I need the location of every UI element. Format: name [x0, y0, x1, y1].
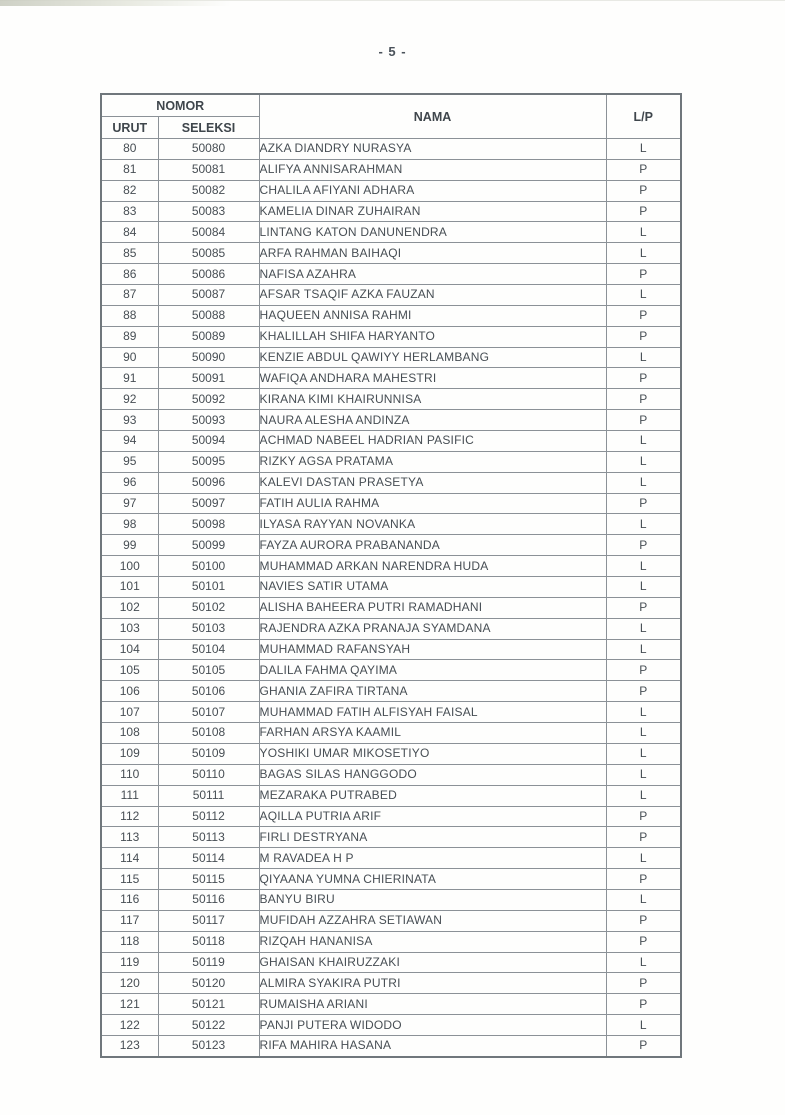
cell-seleksi-number: 50098 [158, 514, 259, 535]
cell-seleksi-number: 50091 [158, 368, 259, 389]
table-row [101, 368, 681, 389]
table-row [101, 660, 681, 681]
cell-seleksi-number: 50088 [158, 305, 259, 326]
cell-seleksi-number: 50111 [158, 785, 259, 806]
table-row [101, 451, 681, 472]
cell-gender: L [606, 472, 681, 493]
cell-seleksi-number: 50094 [158, 431, 259, 452]
table-row [101, 201, 681, 222]
cell-gender: P [606, 973, 681, 994]
table-row [101, 702, 681, 723]
table-row [101, 347, 681, 368]
cell-seleksi-number: 50122 [158, 1015, 259, 1036]
cell-name: NAVIES SATIR UTAMA [259, 577, 606, 598]
cell-urut-number: 108 [101, 723, 158, 744]
cell-urut-number: 113 [101, 827, 158, 848]
cell-name: FARHAN ARSYA KAAMIL [259, 723, 606, 744]
cell-name: PANJI PUTERA WIDODO [259, 1015, 606, 1036]
cell-urut-number: 97 [101, 493, 158, 514]
cell-seleksi-number: 50113 [158, 827, 259, 848]
cell-gender: P [606, 931, 681, 952]
header-row-top [101, 94, 681, 117]
table-row [101, 514, 681, 535]
cell-gender: L [606, 577, 681, 598]
cell-seleksi-number: 50095 [158, 451, 259, 472]
cell-gender: L [606, 723, 681, 744]
cell-gender: P [606, 305, 681, 326]
cell-urut-number: 119 [101, 952, 158, 973]
cell-urut-number: 92 [101, 389, 158, 410]
cell-urut-number: 85 [101, 243, 158, 264]
table-row [101, 910, 681, 931]
cell-seleksi-number: 50097 [158, 493, 259, 514]
cell-seleksi-number: 50100 [158, 556, 259, 577]
header-lp: L/P [606, 94, 681, 139]
cell-name: RAJENDRA AZKA PRANAJA SYAMDANA [259, 618, 606, 639]
cell-gender: L [606, 556, 681, 577]
cell-urut-number: 117 [101, 910, 158, 931]
table-row [101, 305, 681, 326]
cell-name: MUHAMMAD RAFANSYAH [259, 639, 606, 660]
cell-seleksi-number: 50085 [158, 243, 259, 264]
cell-seleksi-number: 50120 [158, 973, 259, 994]
cell-gender: L [606, 285, 681, 306]
cell-name: MUHAMMAD FATIH ALFISYAH FAISAL [259, 702, 606, 723]
cell-gender: L [606, 952, 681, 973]
cell-name: AQILLA PUTRIA ARIF [259, 806, 606, 827]
table-row [101, 556, 681, 577]
cell-urut-number: 104 [101, 639, 158, 660]
table-row [101, 389, 681, 410]
cell-name: LINTANG KATON DANUNENDRA [259, 222, 606, 243]
cell-urut-number: 112 [101, 806, 158, 827]
cell-name: NAFISA AZAHRA [259, 264, 606, 285]
table-row [101, 597, 681, 618]
cell-seleksi-number: 50115 [158, 869, 259, 890]
cell-urut-number: 122 [101, 1015, 158, 1036]
cell-gender: L [606, 618, 681, 639]
cell-seleksi-number: 50096 [158, 472, 259, 493]
cell-urut-number: 82 [101, 180, 158, 201]
cell-name: GHAISAN KHAIRUZZAKI [259, 952, 606, 973]
cell-urut-number: 101 [101, 577, 158, 598]
cell-gender: L [606, 639, 681, 660]
cell-urut-number: 120 [101, 973, 158, 994]
cell-gender: P [606, 535, 681, 556]
table-row [101, 243, 681, 264]
cell-urut-number: 102 [101, 597, 158, 618]
table-row [101, 285, 681, 306]
cell-gender: P [606, 806, 681, 827]
table-row [101, 764, 681, 785]
cell-name: YOSHIKI UMAR MIKOSETIYO [259, 743, 606, 764]
table-row [101, 1015, 681, 1036]
cell-seleksi-number: 50089 [158, 326, 259, 347]
table-row [101, 180, 681, 201]
cell-urut-number: 100 [101, 556, 158, 577]
table-row [101, 577, 681, 598]
page-number: - 5 - [378, 44, 407, 59]
cell-gender: L [606, 785, 681, 806]
cell-urut-number: 83 [101, 201, 158, 222]
cell-seleksi-number: 50084 [158, 222, 259, 243]
cell-seleksi-number: 50092 [158, 389, 259, 410]
cell-name: FIRLI DESTRYANA [259, 827, 606, 848]
cell-gender: P [606, 869, 681, 890]
cell-seleksi-number: 50080 [158, 139, 259, 160]
cell-seleksi-number: 50090 [158, 347, 259, 368]
table-row [101, 139, 681, 160]
table-row [101, 973, 681, 994]
table-row [101, 1035, 681, 1056]
cell-gender: L [606, 243, 681, 264]
table-row [101, 639, 681, 660]
cell-seleksi-number: 50087 [158, 285, 259, 306]
cell-urut-number: 118 [101, 931, 158, 952]
table-row [101, 723, 681, 744]
cell-gender: L [606, 347, 681, 368]
cell-urut-number: 84 [101, 222, 158, 243]
cell-urut-number: 116 [101, 889, 158, 910]
cell-seleksi-number: 50105 [158, 660, 259, 681]
table-row [101, 326, 681, 347]
cell-name: FAYZA AURORA PRABANANDA [259, 535, 606, 556]
table-row [101, 848, 681, 869]
cell-urut-number: 93 [101, 410, 158, 431]
table-body [101, 139, 681, 1057]
cell-name: RIZKY AGSA PRATAMA [259, 451, 606, 472]
cell-seleksi-number: 50117 [158, 910, 259, 931]
cell-name: M RAVADEA H P [259, 848, 606, 869]
header-nomor: NOMOR [101, 94, 259, 117]
table-row [101, 994, 681, 1015]
cell-gender: P [606, 910, 681, 931]
cell-gender: L [606, 139, 681, 160]
cell-gender: P [606, 159, 681, 180]
table-row [101, 889, 681, 910]
cell-gender: L [606, 431, 681, 452]
participants-table [100, 93, 682, 1058]
table-row [101, 493, 681, 514]
cell-name: MUFIDAH AZZAHRA SETIAWAN [259, 910, 606, 931]
cell-name: FATIH AULIA RAHMA [259, 493, 606, 514]
cell-gender: P [606, 410, 681, 431]
cell-gender: P [606, 180, 681, 201]
cell-gender: P [606, 660, 681, 681]
cell-gender: P [606, 597, 681, 618]
cell-seleksi-number: 50112 [158, 806, 259, 827]
table-header [101, 94, 681, 139]
cell-urut-number: 111 [101, 785, 158, 806]
cell-seleksi-number: 50107 [158, 702, 259, 723]
cell-name: ALMIRA SYAKIRA PUTRI [259, 973, 606, 994]
cell-name: ACHMAD NABEEL HADRIAN PASIFIC [259, 431, 606, 452]
cell-seleksi-number: 50081 [158, 159, 259, 180]
cell-gender: L [606, 1015, 681, 1036]
cell-urut-number: 106 [101, 681, 158, 702]
cell-seleksi-number: 50119 [158, 952, 259, 973]
cell-name: BAGAS SILAS HANGGODO [259, 764, 606, 785]
table-row [101, 952, 681, 973]
table-row [101, 159, 681, 180]
cell-urut-number: 115 [101, 869, 158, 890]
cell-gender: P [606, 994, 681, 1015]
table-row [101, 743, 681, 764]
cell-name: NAURA ALESHA ANDINZA [259, 410, 606, 431]
cell-urut-number: 105 [101, 660, 158, 681]
header-seleksi: SELEKSI [158, 117, 259, 139]
cell-urut-number: 94 [101, 431, 158, 452]
table-row [101, 869, 681, 890]
cell-gender: L [606, 743, 681, 764]
cell-gender: L [606, 222, 681, 243]
cell-name: AZKA DIANDRY NURASYA [259, 139, 606, 160]
cell-seleksi-number: 50083 [158, 201, 259, 222]
cell-name: AFSAR TSAQIF AZKA FAUZAN [259, 285, 606, 306]
cell-gender: L [606, 451, 681, 472]
cell-name: WAFIQA ANDHARA MAHESTRI [259, 368, 606, 389]
cell-urut-number: 109 [101, 743, 158, 764]
cell-name: GHANIA ZAFIRA TIRTANA [259, 681, 606, 702]
cell-urut-number: 123 [101, 1035, 158, 1056]
cell-name: DALILA FAHMA QAYIMA [259, 660, 606, 681]
cell-seleksi-number: 50102 [158, 597, 259, 618]
cell-seleksi-number: 50109 [158, 743, 259, 764]
cell-name: MUHAMMAD ARKAN NARENDRA HUDA [259, 556, 606, 577]
cell-seleksi-number: 50086 [158, 264, 259, 285]
cell-name: ALISHA BAHEERA PUTRI RAMADHANI [259, 597, 606, 618]
cell-urut-number: 88 [101, 305, 158, 326]
cell-name: KHALILLAH SHIFA HARYANTO [259, 326, 606, 347]
cell-gender: P [606, 493, 681, 514]
cell-name: KIRANA KIMI KHAIRUNNISA [259, 389, 606, 410]
table-row [101, 785, 681, 806]
cell-urut-number: 80 [101, 139, 158, 160]
cell-urut-number: 89 [101, 326, 158, 347]
table-row [101, 618, 681, 639]
table-row [101, 410, 681, 431]
cell-urut-number: 81 [101, 159, 158, 180]
cell-name: RUMAISHA ARIANI [259, 994, 606, 1015]
table-row [101, 264, 681, 285]
cell-gender: L [606, 848, 681, 869]
cell-urut-number: 98 [101, 514, 158, 535]
cell-seleksi-number: 50123 [158, 1035, 259, 1056]
cell-seleksi-number: 50103 [158, 618, 259, 639]
cell-gender: P [606, 389, 681, 410]
cell-seleksi-number: 50082 [158, 180, 259, 201]
cell-seleksi-number: 50121 [158, 994, 259, 1015]
table-row [101, 827, 681, 848]
cell-seleksi-number: 50108 [158, 723, 259, 744]
cell-gender: P [606, 1035, 681, 1056]
cell-name: CHALILA AFIYANI ADHARA [259, 180, 606, 201]
cell-name: HAQUEEN ANNISA RAHMI [259, 305, 606, 326]
cell-urut-number: 86 [101, 264, 158, 285]
cell-gender: P [606, 326, 681, 347]
table-row [101, 472, 681, 493]
table-row [101, 431, 681, 452]
cell-seleksi-number: 50099 [158, 535, 259, 556]
cell-seleksi-number: 50093 [158, 410, 259, 431]
cell-seleksi-number: 50110 [158, 764, 259, 785]
cell-seleksi-number: 50114 [158, 848, 259, 869]
cell-gender: P [606, 827, 681, 848]
cell-gender: P [606, 264, 681, 285]
cell-urut-number: 90 [101, 347, 158, 368]
cell-seleksi-number: 50118 [158, 931, 259, 952]
table-row [101, 222, 681, 243]
table-row [101, 535, 681, 556]
cell-urut-number: 87 [101, 285, 158, 306]
cell-gender: L [606, 889, 681, 910]
cell-seleksi-number: 50101 [158, 577, 259, 598]
cell-gender: L [606, 764, 681, 785]
cell-name: KENZIE ABDUL QAWIYY HERLAMBANG [259, 347, 606, 368]
cell-urut-number: 103 [101, 618, 158, 639]
cell-name: ARFA RAHMAN BAIHAQI [259, 243, 606, 264]
cell-urut-number: 95 [101, 451, 158, 472]
cell-urut-number: 107 [101, 702, 158, 723]
table-row [101, 681, 681, 702]
cell-seleksi-number: 50106 [158, 681, 259, 702]
cell-gender: L [606, 514, 681, 535]
cell-gender: P [606, 681, 681, 702]
table-row [101, 931, 681, 952]
cell-name: KAMELIA DINAR ZUHAIRAN [259, 201, 606, 222]
cell-gender: L [606, 702, 681, 723]
scan-edge-shadow [0, 0, 232, 6]
cell-name: MEZARAKA PUTRABED [259, 785, 606, 806]
cell-gender: P [606, 368, 681, 389]
cell-urut-number: 91 [101, 368, 158, 389]
cell-name: ILYASA RAYYAN NOVANKA [259, 514, 606, 535]
table-row [101, 806, 681, 827]
header-urut: URUT [101, 117, 158, 139]
cell-urut-number: 96 [101, 472, 158, 493]
cell-urut-number: 110 [101, 764, 158, 785]
cell-seleksi-number: 50116 [158, 889, 259, 910]
cell-name: BANYU BIRU [259, 889, 606, 910]
cell-name: QIYAANA YUMNA CHIERINATA [259, 869, 606, 890]
cell-name: KALEVI DASTAN PRASETYA [259, 472, 606, 493]
cell-name: ALIFYA ANNISARAHMAN [259, 159, 606, 180]
cell-urut-number: 114 [101, 848, 158, 869]
cell-seleksi-number: 50104 [158, 639, 259, 660]
cell-gender: P [606, 201, 681, 222]
cell-name: RIFA MAHIRA HASANA [259, 1035, 606, 1056]
cell-urut-number: 99 [101, 535, 158, 556]
header-nama: NAMA [259, 94, 606, 139]
cell-urut-number: 121 [101, 994, 158, 1015]
cell-name: RIZQAH HANANISA [259, 931, 606, 952]
